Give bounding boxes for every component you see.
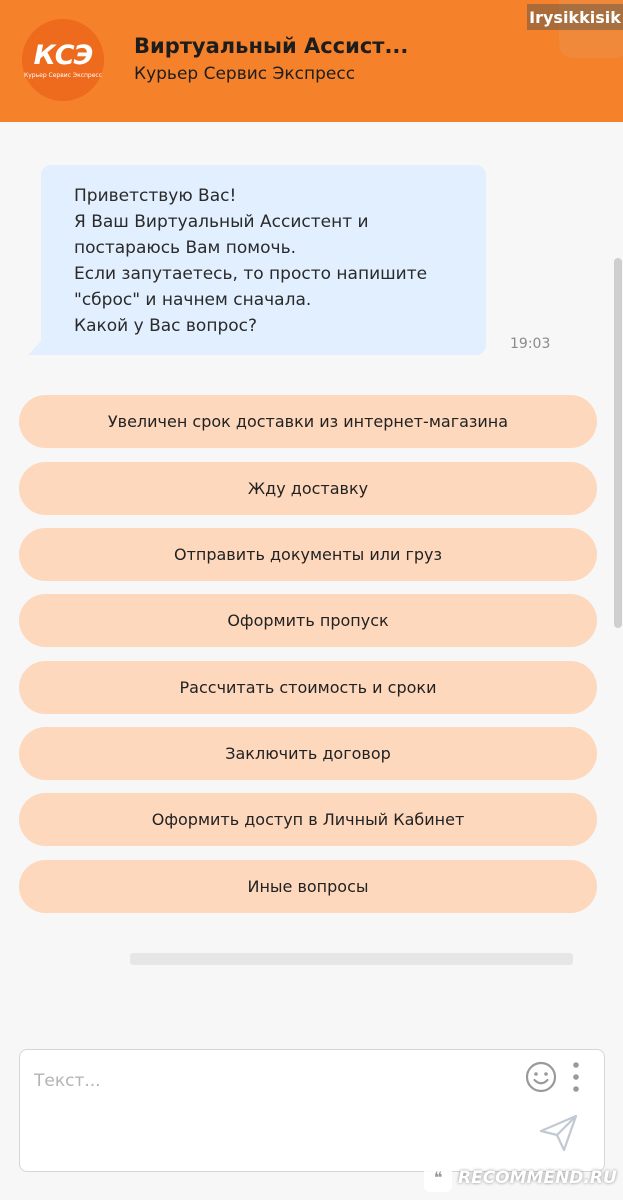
message-time: 19:03 [510, 336, 551, 352]
assistant-message-bubble [41, 165, 486, 355]
emoji-icon[interactable] [524, 1060, 558, 1094]
message-line: "сброс" и начнем сначала. [74, 290, 312, 310]
scrollbar[interactable] [614, 258, 622, 628]
more-vertical-icon[interactable] [570, 1060, 582, 1094]
quick-reply-delivery-delay-button[interactable]: Увеличен срок доставки из интернет-магазина [19, 395, 597, 448]
watermark-username: Irysikkisik [527, 4, 623, 30]
assistant-title: Виртуальный Ассист... [134, 34, 409, 58]
quick-reply-awaiting-delivery-button[interactable]: Жду доставку [19, 462, 597, 515]
bubble-tail [28, 340, 42, 355]
quick-reply-other-questions-button[interactable]: Иные вопросы [19, 860, 597, 913]
logo-mark: КСЭ [33, 39, 93, 71]
message-composer [19, 1049, 605, 1172]
message-line: Если запутаетесь, то просто напишите [74, 264, 428, 284]
quick-reply-sign-contract-button[interactable]: Заключить договор [19, 727, 597, 780]
message-line: постараюсь Вам помочь. [74, 238, 296, 258]
loading-placeholder-bar [130, 953, 573, 965]
quick-reply-personal-account-button[interactable]: Оформить доступ в Личный Кабинет [19, 793, 597, 846]
company-name: Курьер Сервис Экспресс [134, 64, 356, 84]
message-input[interactable] [34, 1064, 504, 1098]
quick-reply-calculate-cost-button[interactable]: Рассчитать стоимость и сроки [19, 661, 597, 714]
recommend-watermark [424, 1155, 623, 1200]
company-logo [22, 19, 104, 101]
logo-subtitle: Курьер Сервис Экспресс [23, 71, 103, 79]
message-line: Приветствую Вас! [74, 186, 237, 206]
message-line: Какой у Вас вопрос? [74, 316, 257, 336]
send-icon[interactable] [536, 1110, 582, 1156]
recommend-logo-icon: ❝ [424, 1164, 452, 1192]
quick-reply-send-documents-button[interactable]: Отправить документы или груз [19, 528, 597, 581]
quick-reply-get-pass-button[interactable]: Оформить пропуск [19, 594, 597, 647]
message-line: Я Ваш Виртуальный Ассистент и [74, 212, 369, 232]
recommend-site-text: RECOMMEND.RU [458, 1167, 617, 1188]
